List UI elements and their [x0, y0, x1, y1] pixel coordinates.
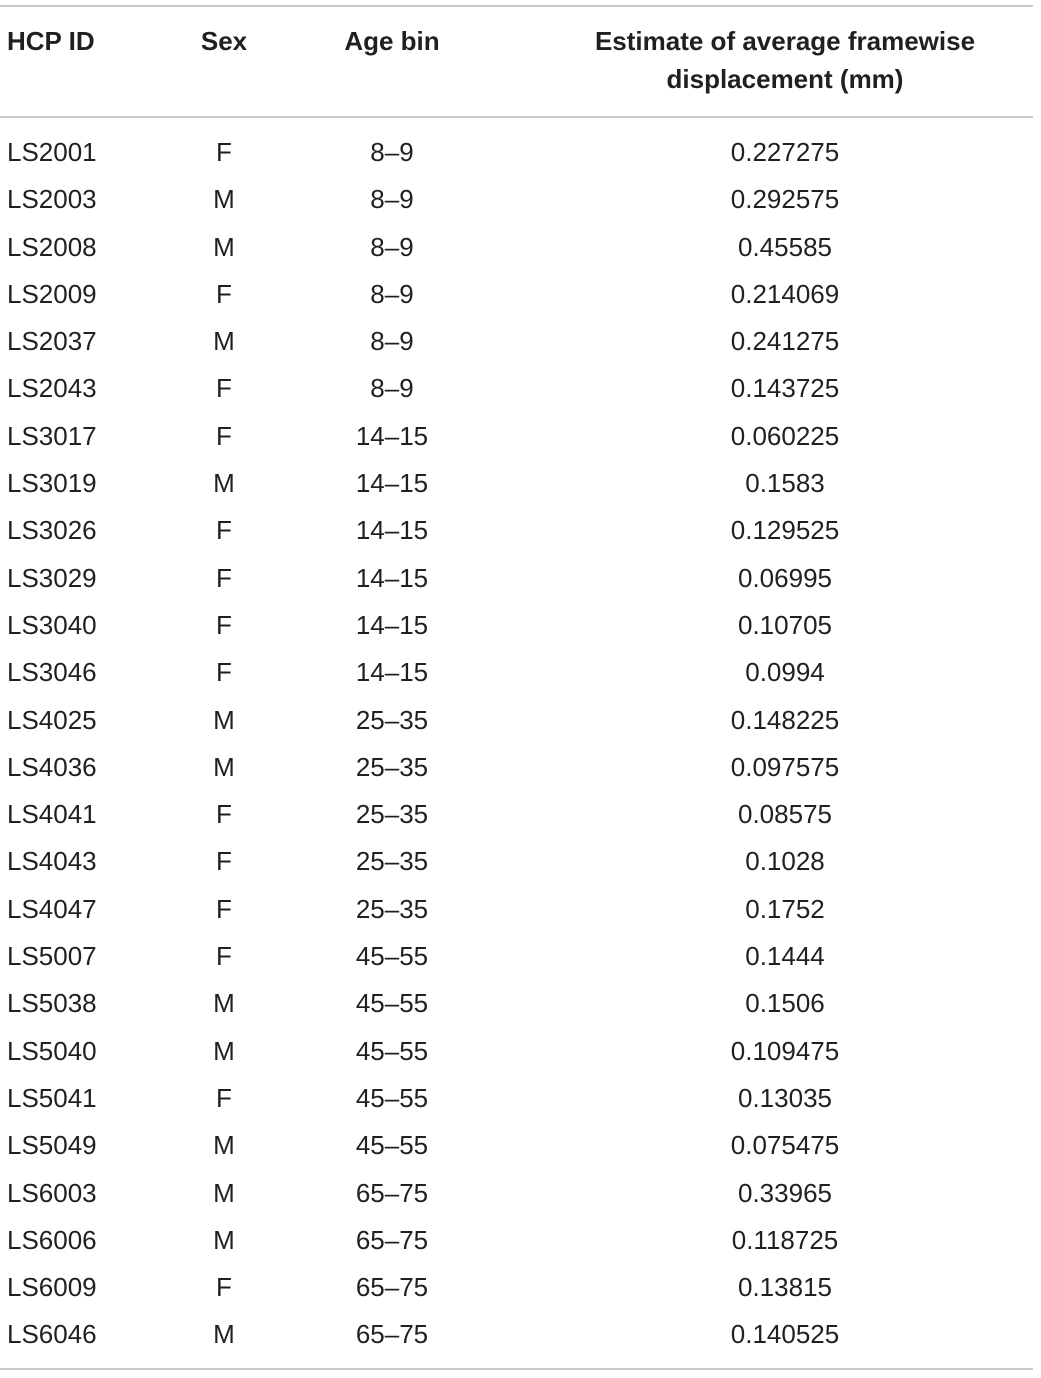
header-estimate: [555, 22, 1015, 98]
cell-sex: F: [216, 515, 232, 546]
cell-sex: F: [216, 609, 232, 640]
cell-sex: F: [216, 893, 232, 924]
cell-framewise-displacement: 0.1028: [745, 846, 825, 877]
cell-framewise-displacement: 0.060225: [730, 420, 840, 451]
table-row: [0, 1122, 1041, 1169]
cell-framewise-displacement: 0.109475: [730, 1035, 840, 1066]
cell-sex: M: [213, 988, 235, 1019]
table-row: [0, 1311, 1041, 1358]
cell-age-bin: 45–55: [355, 941, 429, 972]
cell-age-bin: 8–9: [370, 326, 414, 357]
header-estimate-line2: displacement (mm): [666, 64, 904, 94]
cell-sex: F: [216, 1082, 232, 1113]
cell-age-bin: 14–15: [355, 657, 429, 688]
cell-sex: M: [213, 1130, 235, 1161]
cell-hcp-id: LS4043: [7, 846, 97, 877]
cell-sex: F: [216, 1272, 232, 1303]
table-row: [0, 507, 1041, 554]
cell-age-bin: 25–35: [355, 799, 429, 830]
cell-age-bin: 8–9: [370, 184, 414, 215]
cell-hcp-id: LS5049: [7, 1130, 97, 1161]
table-body: [0, 129, 1041, 1359]
cell-sex: M: [213, 1319, 235, 1350]
cell-framewise-displacement: 0.10705: [738, 609, 832, 640]
cell-hcp-id: LS3017: [7, 420, 97, 451]
cell-sex: F: [216, 278, 232, 309]
cell-hcp-id: LS2037: [7, 326, 97, 357]
cell-framewise-displacement: 0.118725: [731, 1224, 839, 1255]
top-rule: [0, 5, 1033, 7]
cell-age-bin: 8–9: [370, 231, 414, 262]
table-row: [0, 649, 1041, 696]
cell-age-bin: 65–75: [355, 1177, 429, 1208]
cell-hcp-id: LS2001: [7, 137, 97, 167]
cell-hcp-id: LS3046: [7, 657, 97, 688]
header-hcp-id: HCP ID: [7, 26, 95, 56]
cell-framewise-displacement: 0.227275: [730, 137, 840, 167]
cell-framewise-displacement: 0.1583: [745, 468, 825, 499]
table-row: [0, 1028, 1041, 1075]
cell-sex: F: [216, 799, 232, 830]
cell-sex: M: [213, 1224, 235, 1255]
table-row: [0, 602, 1041, 649]
cell-sex: F: [216, 941, 232, 972]
cell-hcp-id: LS5040: [7, 1035, 97, 1066]
cell-framewise-displacement: 0.143725: [730, 373, 840, 404]
table-row: [0, 838, 1041, 885]
cell-hcp-id: LS6009: [7, 1272, 97, 1303]
cell-framewise-displacement: 0.0994: [745, 657, 825, 688]
table-row: [0, 1170, 1041, 1217]
cell-age-bin: 65–75: [355, 1319, 429, 1350]
cell-age-bin: 45–55: [355, 988, 429, 1019]
cell-hcp-id: LS5041: [7, 1082, 97, 1113]
cell-sex: M: [213, 704, 235, 735]
table-row: [0, 933, 1041, 980]
table-row: [0, 744, 1041, 791]
bottom-rule: [0, 1368, 1033, 1370]
table-row: [0, 1075, 1041, 1122]
cell-hcp-id: LS6046: [7, 1319, 97, 1350]
cell-sex: M: [213, 184, 235, 215]
cell-framewise-displacement: 0.45585: [738, 231, 832, 262]
cell-framewise-displacement: 0.13035: [738, 1082, 832, 1113]
cell-framewise-displacement: 0.06995: [738, 562, 832, 593]
cell-framewise-displacement: 0.148225: [730, 704, 840, 735]
cell-age-bin: 14–15: [355, 468, 429, 499]
table-row: [0, 271, 1041, 318]
cell-age-bin: 8–9: [370, 137, 414, 167]
cell-sex: M: [213, 231, 235, 262]
cell-sex: F: [216, 420, 232, 451]
cell-framewise-displacement: 0.33965: [738, 1177, 832, 1208]
cell-age-bin: 25–35: [355, 704, 429, 735]
header-sex: Sex: [200, 26, 248, 56]
cell-sex: F: [216, 657, 232, 688]
cell-sex: M: [213, 751, 235, 782]
cell-sex: F: [216, 137, 232, 167]
table-row: [0, 176, 1041, 223]
cell-age-bin: 45–55: [355, 1130, 429, 1161]
cell-age-bin: 25–35: [355, 893, 429, 924]
cell-sex: F: [216, 846, 232, 877]
cell-sex: F: [216, 562, 232, 593]
cell-hcp-id: LS4047: [7, 893, 97, 924]
cell-framewise-displacement: 0.129525: [730, 515, 840, 546]
cell-age-bin: 25–35: [355, 751, 429, 782]
cell-sex: M: [213, 1177, 235, 1208]
table-row: [0, 460, 1041, 507]
cell-age-bin: 14–15: [355, 420, 429, 451]
table-row: [0, 1264, 1041, 1311]
cell-hcp-id: LS3026: [7, 515, 97, 546]
cell-hcp-id: LS4036: [7, 751, 97, 782]
cell-hcp-id: LS2009: [7, 278, 97, 309]
table-row: [0, 791, 1041, 838]
cell-framewise-displacement: 0.241275: [730, 326, 840, 357]
cell-hcp-id: LS2008: [7, 231, 97, 262]
cell-framewise-displacement: 0.292575: [730, 184, 840, 215]
table-row: [0, 129, 1041, 176]
cell-hcp-id: LS5038: [7, 988, 97, 1019]
cell-age-bin: 45–55: [355, 1035, 429, 1066]
cell-framewise-displacement: 0.13815: [738, 1272, 832, 1303]
cell-framewise-displacement: 0.1506: [745, 988, 825, 1019]
cell-hcp-id: LS2003: [7, 184, 97, 215]
cell-age-bin: 14–15: [355, 609, 429, 640]
cell-hcp-id: LS2043: [7, 373, 97, 404]
header-estimate-line1: Estimate of average framewise: [594, 26, 976, 56]
header-rule: [0, 116, 1033, 118]
cell-age-bin: 14–15: [355, 515, 429, 546]
cell-hcp-id: LS4041: [7, 799, 97, 830]
table-row: [0, 1217, 1041, 1264]
cell-sex: M: [213, 1035, 235, 1066]
table-row: [0, 413, 1041, 460]
cell-framewise-displacement: 0.097575: [730, 751, 840, 782]
cell-hcp-id: LS3019: [7, 468, 97, 499]
table-row: [0, 555, 1041, 602]
table-row: [0, 886, 1041, 933]
cell-framewise-displacement: 0.214069: [730, 278, 840, 309]
table-row: [0, 980, 1041, 1027]
cell-hcp-id: LS3040: [7, 609, 97, 640]
cell-age-bin: 65–75: [355, 1272, 429, 1303]
cell-hcp-id: LS5007: [7, 941, 97, 972]
cell-sex: M: [213, 468, 235, 499]
cell-age-bin: 45–55: [355, 1082, 429, 1113]
cell-framewise-displacement: 0.075475: [730, 1130, 840, 1161]
cell-hcp-id: LS6003: [7, 1177, 97, 1208]
cell-age-bin: 8–9: [370, 278, 414, 309]
cell-framewise-displacement: 0.1752: [745, 893, 825, 924]
cell-hcp-id: LS3029: [7, 562, 97, 593]
table-row: [0, 697, 1041, 744]
cell-hcp-id: LS4025: [7, 704, 97, 735]
cell-age-bin: 14–15: [355, 562, 429, 593]
table-row: [0, 224, 1041, 271]
cell-age-bin: 25–35: [355, 846, 429, 877]
table-row: [0, 318, 1041, 365]
table-row: [0, 365, 1041, 412]
cell-sex: M: [213, 326, 235, 357]
cell-age-bin: 65–75: [355, 1224, 429, 1255]
cell-framewise-displacement: 0.1444: [745, 941, 825, 972]
cell-age-bin: 8–9: [370, 373, 414, 404]
cell-hcp-id: LS6006: [7, 1224, 97, 1255]
cell-framewise-displacement: 0.140525: [730, 1319, 840, 1350]
cell-framewise-displacement: 0.08575: [738, 799, 832, 830]
header-age-bin: Age bin: [344, 26, 440, 56]
cell-sex: F: [216, 373, 232, 404]
